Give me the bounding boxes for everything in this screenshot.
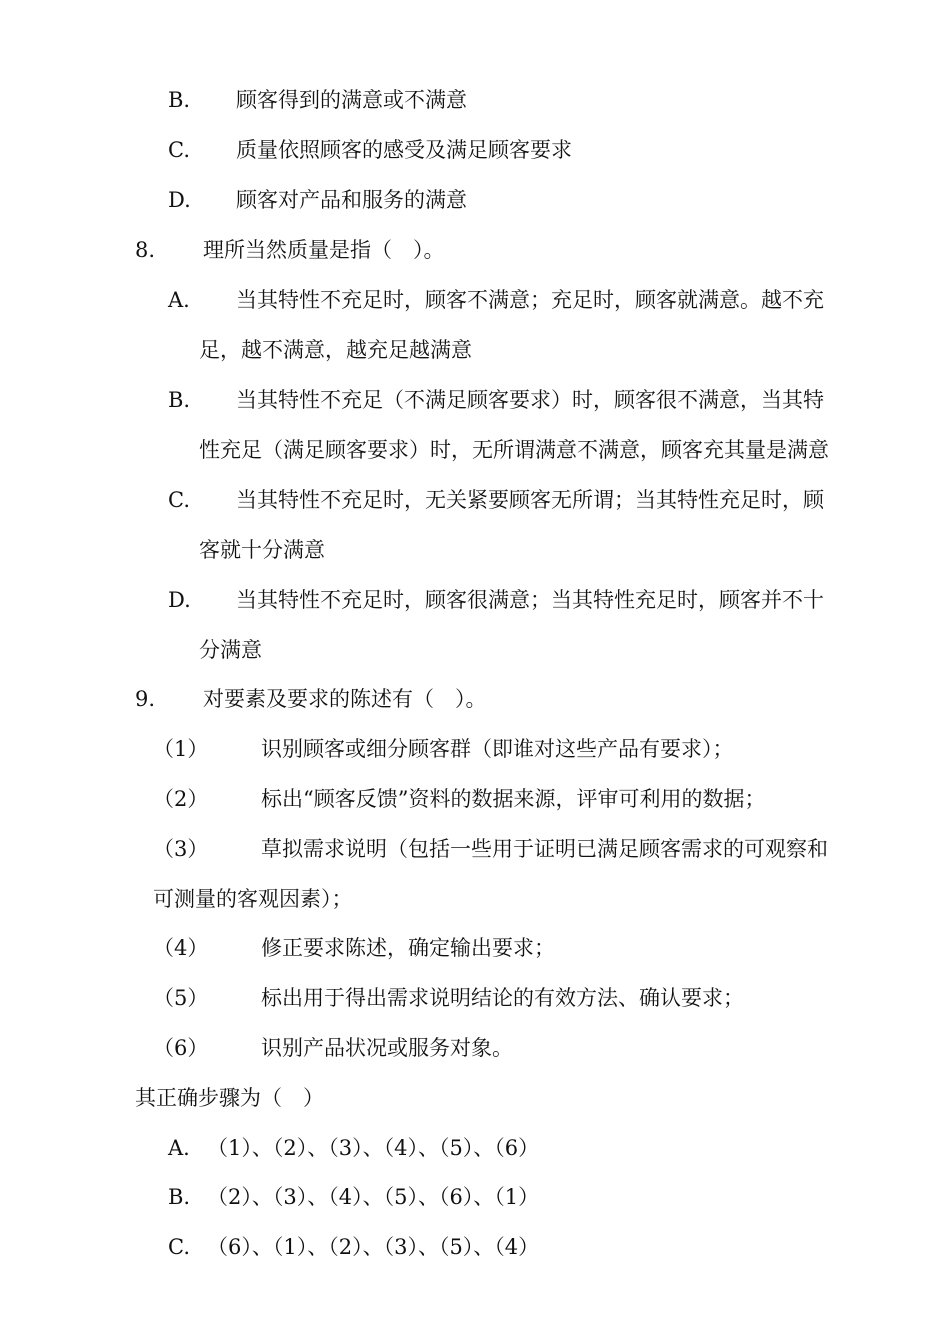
q9-answer-c-label: C. xyxy=(168,1235,190,1259)
q7-option-d-text: 顾客对产品和服务的满意 xyxy=(236,188,467,212)
q8-option-b-line1: 当其特性不充足（不满足顾客要求）时，顾客很不满意，当其特 xyxy=(236,388,824,412)
q9-answer-b-text: （2）、（3）、（4）、（5）、（6）、（1） xyxy=(207,1185,540,1209)
q9-answer-b-label: B. xyxy=(168,1185,191,1209)
q7-option-c-label: C. xyxy=(168,138,190,162)
q8-option-c-line2: 客就十分满意 xyxy=(199,538,325,562)
q9-answer-a-text: （1）、（2）、（3）、（4）、（5）、（6） xyxy=(207,1136,540,1160)
q9-step6-label: （6） xyxy=(153,1036,209,1060)
q7-option-b-label: B. xyxy=(168,88,191,112)
q9-stem: 对要素及要求的陈述有（ ）。 xyxy=(203,687,487,711)
q8-option-d-line1: 当其特性不充足时，顾客很满意；当其特性充足时，顾客并不十 xyxy=(236,588,824,612)
q8-option-a-label: A. xyxy=(168,288,190,312)
q9-step4-text: 修正要求陈述，确定输出要求； xyxy=(261,936,555,960)
q9-step1-label: （1） xyxy=(153,737,209,761)
q8-option-c-label: C. xyxy=(168,488,190,512)
q9-step1-text: 识别顾客或细分顾客群（即谁对这些产品有要求）； xyxy=(261,737,734,761)
q8-number: 8. xyxy=(135,238,156,262)
q9-answer-c-text: （6）、（1）、（2）、（3）、（5）、（4） xyxy=(207,1235,540,1259)
q9-answer-a-label: A. xyxy=(168,1136,190,1160)
q8-option-c-line1: 当其特性不充足时，无关紧要顾客无所谓；当其特性充足时，顾 xyxy=(236,488,824,512)
q9-step4-label: （4） xyxy=(153,936,209,960)
q8-option-a-line1: 当其特性不充足时，顾客不满意；充足时，顾客就满意。越不充 xyxy=(236,288,824,312)
q9-step5-text: 标出用于得出需求说明结论的有效方法、确认要求； xyxy=(261,986,744,1010)
q7-option-c-text: 质量依照顾客的感受及满足顾客要求 xyxy=(236,138,572,162)
q8-option-b-line2: 性充足（满足顾客要求）时，无所谓满意不满意，顾客充其量是满意 xyxy=(199,438,829,462)
q9-step6-text: 识别产品状况或服务对象。 xyxy=(261,1036,513,1060)
q9-number: 9. xyxy=(135,687,156,711)
q8-option-a-line2: 足，越不满意，越充足越满意 xyxy=(199,338,472,362)
q9-step3-label: （3） xyxy=(153,837,209,861)
q9-step2-label: （2） xyxy=(153,787,209,811)
q7-option-d-label: D. xyxy=(168,188,191,212)
q8-option-d-line2: 分满意 xyxy=(199,638,262,662)
q9-step3-line2: 可测量的客观因素）； xyxy=(153,887,353,911)
q8-stem: 理所当然质量是指（ ）。 xyxy=(203,238,445,262)
q7-option-b-text: 顾客得到的满意或不满意 xyxy=(236,88,467,112)
q9-question: 其正确步骤为（ ） xyxy=(135,1086,324,1110)
q9-step2-text: 标出“顾客反馈”资料的数据来源，评审可利用的数据； xyxy=(261,787,766,811)
q9-step5-label: （5） xyxy=(153,986,209,1010)
q8-option-d-label: D. xyxy=(168,588,191,612)
q9-step3-line1: 草拟需求说明（包括一些用于证明已满足顾客需求的可观察和 xyxy=(261,837,828,861)
q8-option-b-label: B. xyxy=(168,388,191,412)
